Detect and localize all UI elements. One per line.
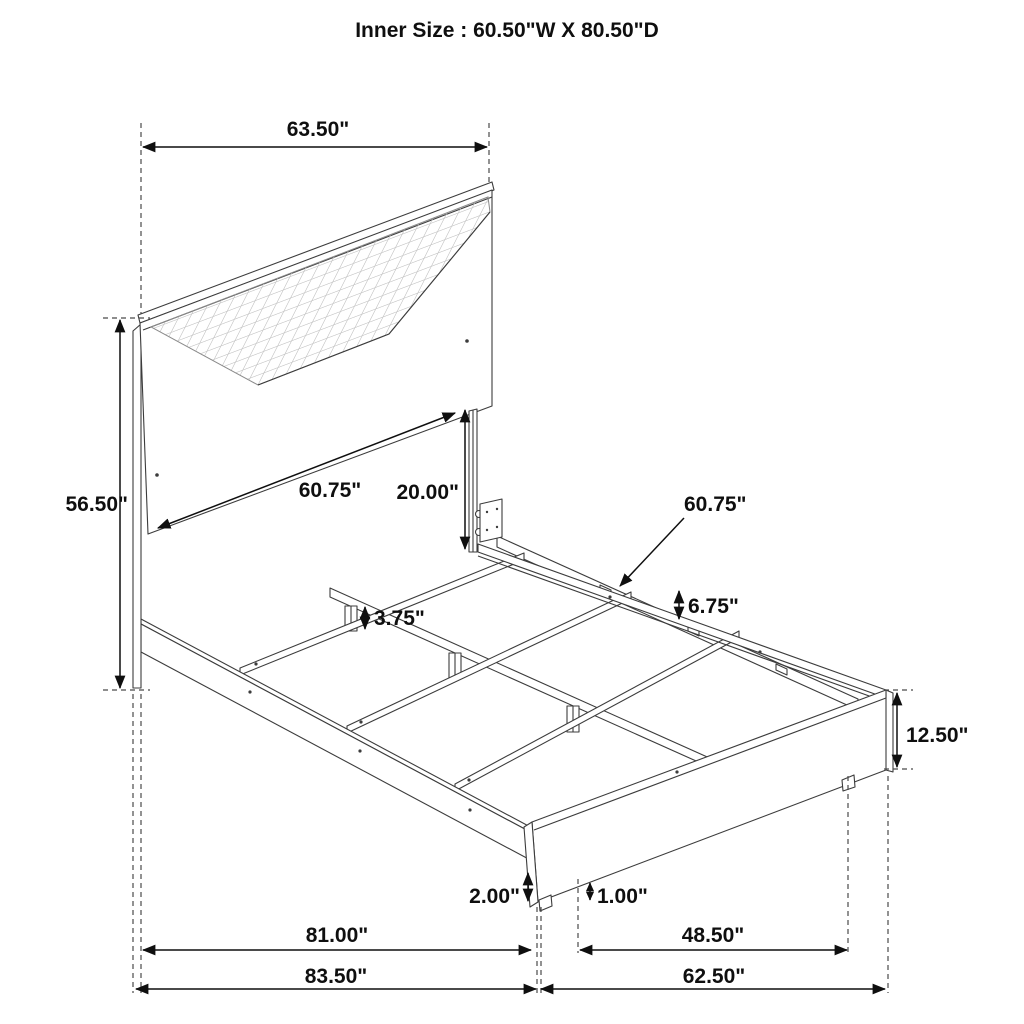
dim-label-footboard-height: 12.50" [906,724,969,747]
dim-label-headboard-panel-width: 60.75" [298,479,362,502]
dim-label-headboard-height: 56.50" [65,493,128,516]
dim-label-footboard-inner-width: 48.50" [681,924,745,947]
dim-label-overall-length: 83.50" [304,965,368,988]
dim-label-foot-height: 1.00" [597,885,648,908]
page-title: Inner Size : 60.50"W X 80.50"D [355,19,659,42]
rail-bracket [476,499,503,542]
dim-leader-slat-length [620,518,684,586]
headboard-left-leg [133,324,141,688]
dim-label-leg-height: 3.75" [374,607,425,630]
dim-label-footboard-clearance: 2.00" [469,885,520,908]
far-side-rail [478,544,886,702]
dim-label-rail-height: 6.75" [688,595,739,618]
dim-label-slat-length: 60.75" [684,493,747,516]
dim-label-rail-length: 81.00" [305,924,369,947]
dim-label-post-height: 20.00" [396,481,459,504]
dim-label-headboard-width: 63.50" [286,118,350,141]
bed-frame [141,536,886,863]
dim-label-footboard-width: 62.50" [682,965,746,988]
slats [240,553,739,791]
headboard [133,182,502,688]
